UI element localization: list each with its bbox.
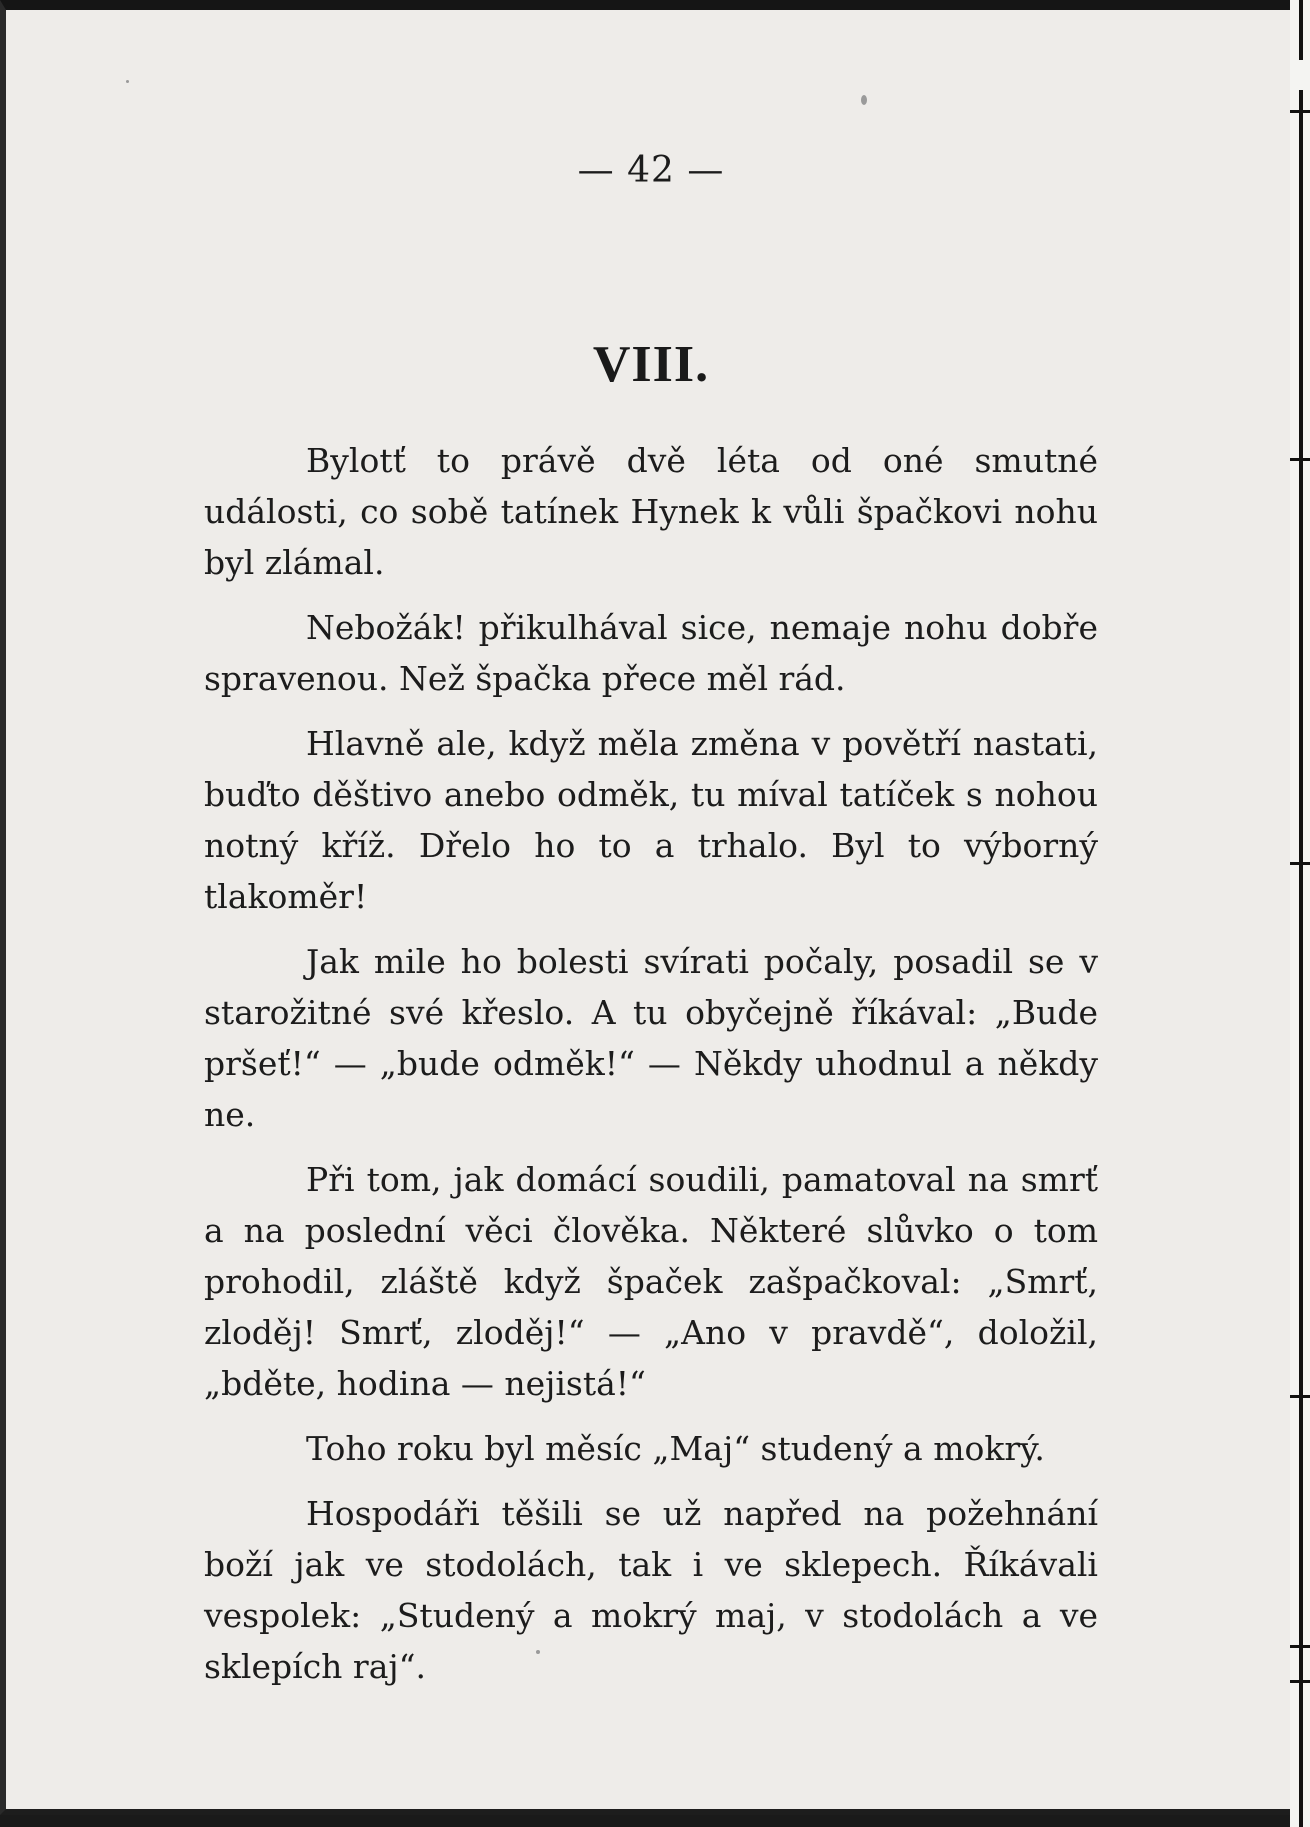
text-body [204,435,1098,1706]
paper-speck [536,1650,540,1654]
paragraph-7: Hospodáři těšili se už napřed na požehnání boží jak ve stodolách, tak i ve sklepech. Říkávali vespolek: „Studený a mokrý maj, v stodolách a ve sklepích raj“. [204,1494,1098,1686]
paper-speck [861,95,867,105]
paragraph-2: Nebožák! přikulhával sice, nemaje nohu dobře spravenou. Než špačka přece měl rád. [204,608,1098,698]
paragraph-4: Jak mile ho bolesti svírati počaly, posadil se v starožitné své křeslo. A tu obyčejně říkával: „Bude pršeť!“ — „bude odměk!“ — Někdy uhodnul a někdy ne. [204,942,1098,1134]
binding-tick [1290,1395,1310,1398]
binding-tick [1290,458,1310,461]
paragraph-1: Bylotť to právě dvě léta od oné smutné události, co sobě tatínek Hynek k vůli špačkovi nohu byl zlámal. [204,441,1098,582]
paragraph-6: Toho roku byl měsíc „Maj“ studený a mokrý. [306,1429,1045,1468]
paper-speck [126,80,129,83]
paragraph-3: Hlavně ale, když měla změna v povětří nastati, buďto děštivo anebo odměk, tu míval tatíček s nohou notný kříž. Dřelo ho to a trhalo. Byl to výborný tlakoměr! [204,724,1098,916]
binding-rule [1299,0,1303,60]
binding-tick [1290,1645,1310,1648]
binding-tick [1290,862,1310,865]
page-number: — 42 — [577,150,725,191]
binding-edge [1290,0,1310,1827]
binding-tick [1290,110,1310,113]
binding-rule [1299,90,1303,1827]
chapter-heading: VIII. [592,336,710,393]
binding-tick [1290,1680,1310,1683]
paragraph-5: Při tom, jak domácí soudili, pamatoval na smrť a na poslední věci člověka. Některé slůvko o tom prohodil, zláště když špaček zašpačkoval: „Smrť, zloděj! Smrť, zloděj!“ — „Ano v pravdě“, doložil, „bděte, hodina — nejistá!“ [204,1160,1098,1403]
